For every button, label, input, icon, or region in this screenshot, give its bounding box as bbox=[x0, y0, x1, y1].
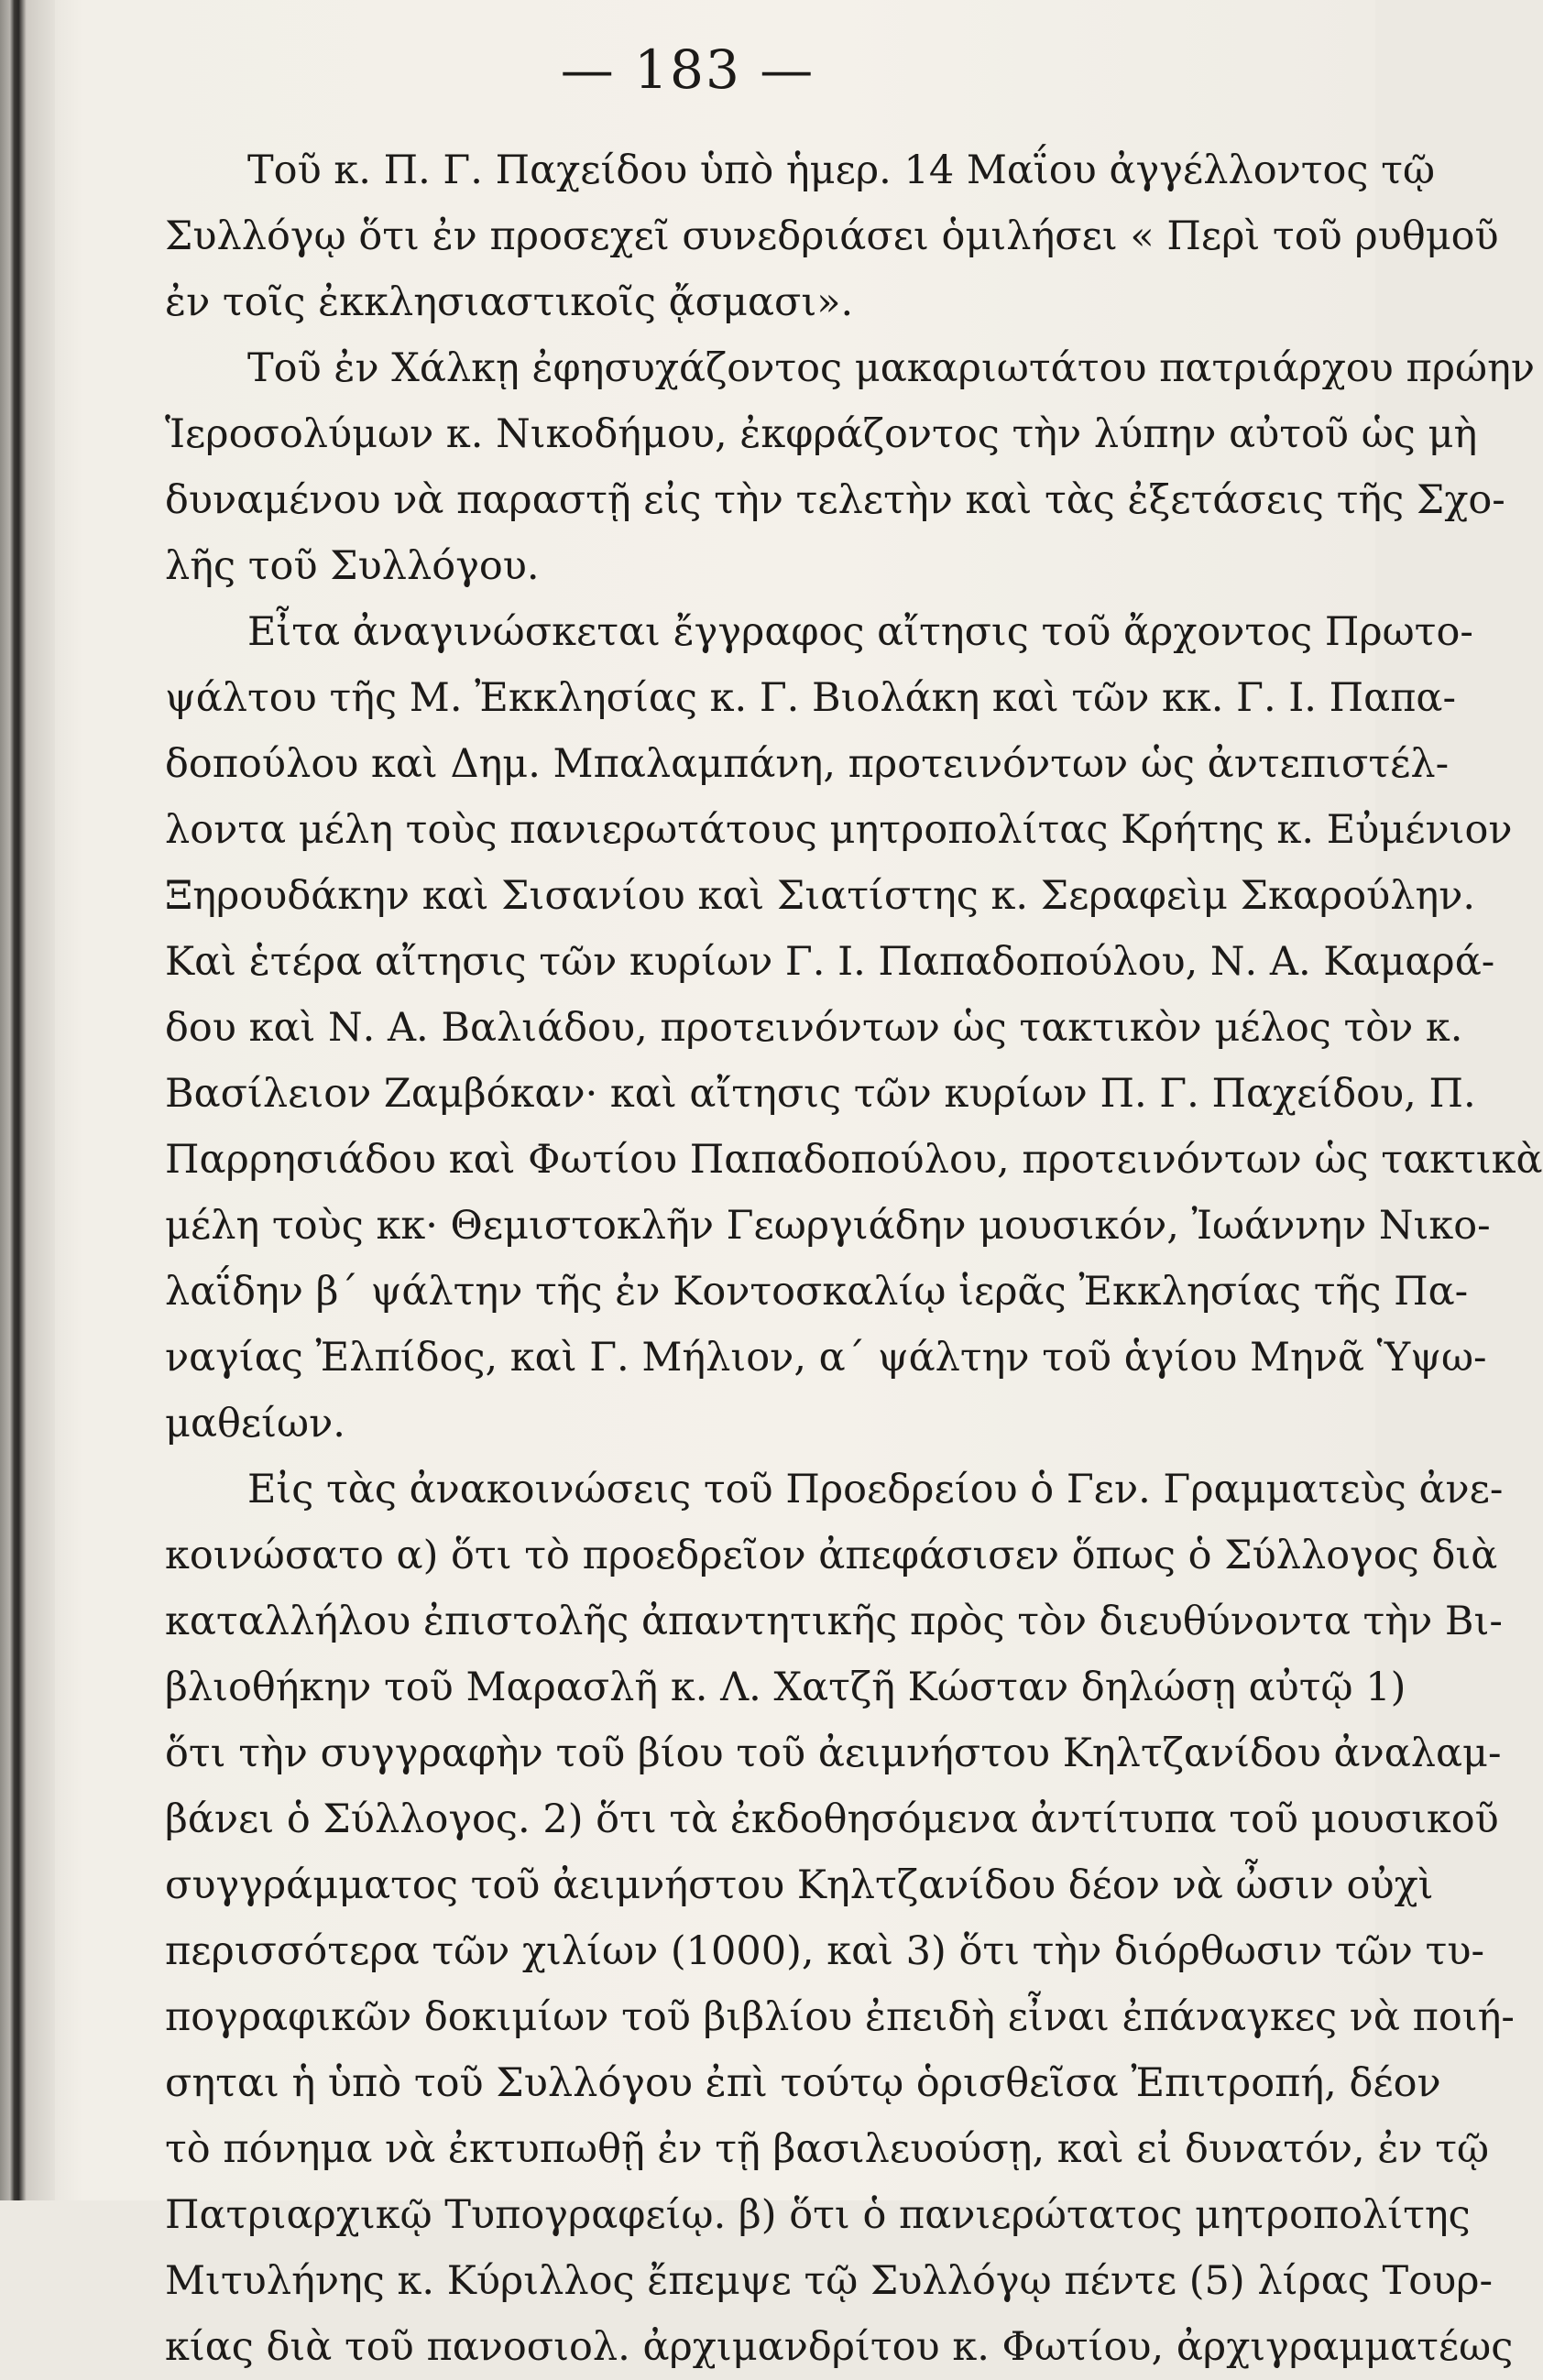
text-line: Παρρησιάδου καὶ Φωτίου Παπαδοπούλου, προτεινόντων ὡς τακτικὰ bbox=[165, 1137, 1543, 1183]
text-line: Ξηρουδάκην καὶ Σισανίου καὶ Σιατίστης κ. Σεραφεὶμ Σκαρούλην. bbox=[165, 873, 1476, 919]
text-line: ψάλτου τῆς Μ. Ἐκκλησίας κ. Γ. Βιολάκη καὶ τῶν κκ. Γ. Ι. Παπα- bbox=[165, 675, 1456, 721]
text-line: λῆς τοῦ Συλλόγου. bbox=[165, 543, 540, 589]
text-line: Πατριαρχικῷ Τυπογραφείῳ. β) ὅτι ὁ πανιερώτατος μητροπολίτης bbox=[165, 2192, 1471, 2238]
text-line: τὸ πόνημα νὰ ἐκτυπωθῇ ἐν τῇ βασιλευούσῃ, καὶ εἰ δυνατόν, ἐν τῷ bbox=[165, 2126, 1490, 2172]
text-line: σηται ἡ ὑπὸ τοῦ Συλλόγου ἐπὶ τούτῳ ὁρισθεῖσα Ἐπιτροπή, δέον bbox=[165, 2060, 1441, 2106]
text-line: Καὶ ἑτέρα αἴτησις τῶν κυρίων Γ. Ι. Παπαδοπούλου, Ν. Α. Καμαρά- bbox=[165, 939, 1495, 985]
page-number: — 183 — bbox=[560, 38, 815, 101]
text-line: δοπούλου καὶ Δημ. Μπαλαμπάνη, προτεινόντων ὡς ἀντεπιστέλ- bbox=[165, 741, 1450, 787]
text-line: δου καὶ Ν. Α. Βαλιάδου, προτεινόντων ὡς τακτικὸν μέλος τὸν κ. bbox=[165, 1005, 1463, 1051]
text-line: πογραφικῶν δοκιμίων τοῦ βιβλίου ἐπειδὴ εἶναι ἐπάναγκες νὰ ποιή- bbox=[165, 1994, 1515, 2040]
text-line: δυναμένου νὰ παραστῇ εἰς τὴν τελετὴν καὶ τὰς ἐξετάσεις τῆς Σχο- bbox=[165, 477, 1505, 523]
text-line: ἐν τοῖς ἐκκλησιαστικοῖς ᾄσμασι». bbox=[165, 279, 854, 325]
text-line: μαθείων. bbox=[165, 1401, 345, 1447]
text-line: μέλη τοὺς κκ· Θεμιστοκλῆν Γεωργιάδην μουσικόν, Ἰωάννην Νικο- bbox=[165, 1203, 1491, 1249]
text-line: κοινώσατο α) ὅτι τὸ προεδρεῖον ἀπεφάσισεν ὅπως ὁ Σύλλογος διὰ bbox=[165, 1533, 1498, 1578]
page-text-body bbox=[165, 137, 1543, 2380]
text-line: Βασίλειον Ζαμβόκαν· καὶ αἴτησις τῶν κυρίων Π. Γ. Παχείδου, Π. bbox=[165, 1071, 1476, 1117]
text-line: συγγράμματος τοῦ ἀειμνήστου Κηλτζανίδου δέον νὰ ὦσιν οὐχὶ bbox=[165, 1862, 1434, 1908]
text-line: κίας διὰ τοῦ πανοσιολ. ἀρχιμανδρίτου κ. Φωτίου, ἀρχιγραμματέως bbox=[165, 2324, 1514, 2370]
text-line: καταλλήλου ἐπιστολῆς ἀπαντητικῆς πρὸς τὸν διευθύνοντα τὴν Βι- bbox=[165, 1599, 1503, 1644]
text-line: βάνει ὁ Σύλλογος. 2) ὅτι τὰ ἐκδοθησόμενα ἀντίτυπα τοῦ μουσικοῦ bbox=[165, 1796, 1499, 1842]
text-line: λοντα μέλη τοὺς πανιερωτάτους μητροπολίτας Κρήτης κ. Εὐμένιον bbox=[165, 807, 1513, 853]
text-line: Τοῦ κ. Π. Γ. Παχείδου ὑπὸ ἡμερ. 14 Μαΐου ἀγγέλλοντος τῷ bbox=[247, 147, 1436, 193]
text-line: Τοῦ ἐν Χάλκῃ ἐφησυχάζοντος μακαριωτάτου πατριάρχου πρώην bbox=[247, 345, 1535, 391]
text-line: Εἶτα ἀναγινώσκεται ἔγγραφος αἴτησις τοῦ ἄρχοντος Πρωτο- bbox=[247, 609, 1473, 655]
text-line: ναγίας Ἐλπίδος, καὶ Γ. Μήλιον, α΄ ψάλτην τοῦ ἁγίου Μηνᾶ Ὑψω- bbox=[165, 1335, 1487, 1381]
text-line: ὅτι τὴν συγγραφὴν τοῦ βίου τοῦ ἀειμνήστου Κηλτζανίδου ἀναλαμ- bbox=[165, 1730, 1502, 1776]
text-line: Εἰς τὰς ἀνακοινώσεις τοῦ Προεδρείου ὁ Γεν. Γραμματεὺς ἀνε- bbox=[247, 1467, 1504, 1512]
text-line: περισσότερα τῶν χιλίων (1000), καὶ 3) ὅτι τὴν διόρθωσιν τῶν τυ- bbox=[165, 1928, 1485, 1974]
text-line: λαΐδην β΄ ψάλτην τῆς ἐν Κοντοσκαλίῳ ἱερᾶς Ἐκκλησίας τῆς Πα- bbox=[165, 1269, 1469, 1315]
text-line: Ἱεροσολύμων κ. Νικοδήμου, ἐκφράζοντος τὴν λύπην αὐτοῦ ὡς μὴ bbox=[165, 411, 1478, 457]
book-spine-shadow bbox=[0, 0, 55, 2200]
text-line: Μιτυλήνης κ. Κύριλλος ἔπεμψε τῷ Συλλόγῳ πέντε (5) λίρας Τουρ- bbox=[165, 2258, 1494, 2304]
text-line: βλιοθήκην τοῦ Μαρασλῆ κ. Λ. Χατζῆ Κώσταν δηλώσῃ αὐτῷ 1) bbox=[165, 1665, 1406, 1710]
text-line: Συλλόγῳ ὅτι ἐν προσεχεῖ συνεδριάσει ὁμιλήσει « Περὶ τοῦ ρυθμοῦ bbox=[165, 213, 1499, 259]
